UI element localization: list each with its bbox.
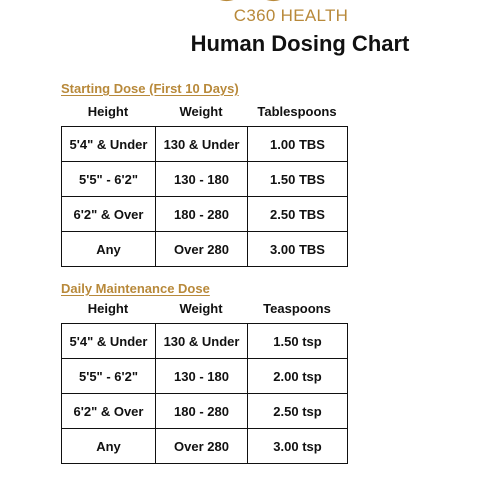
table-cell: 5'5" - 6'2"	[62, 162, 156, 197]
table-cell: 1.00 TBS	[248, 127, 348, 162]
table-cell: 180 - 280	[156, 394, 248, 429]
table-cell: Any	[62, 429, 156, 464]
table-cell: 6'2" & Over	[62, 197, 156, 232]
table-cell: 130 - 180	[156, 359, 248, 394]
maintenance-col-weight: Weight	[179, 301, 223, 316]
table-row	[62, 232, 348, 267]
starting-dose-title: Starting Dose (First 10 Days)	[61, 81, 239, 96]
table-row	[62, 162, 348, 197]
table-row	[62, 127, 348, 162]
table-cell: 2.00 tsp	[248, 359, 348, 394]
table-row	[62, 324, 348, 359]
table-cell: 130 & Under	[156, 127, 248, 162]
table-cell: 130 & Under	[156, 324, 248, 359]
maintenance-col-teaspoons: Teaspoons	[263, 301, 331, 316]
starting-col-tablespoons: Tablespoons	[257, 104, 337, 119]
table-cell: Any	[62, 232, 156, 267]
table-row	[62, 359, 348, 394]
starting-col-height: Height	[87, 104, 129, 119]
table-cell: 3.00 TBS	[248, 232, 348, 267]
maintenance-dose-table	[61, 323, 348, 464]
table-cell: 180 - 280	[156, 197, 248, 232]
table-cell: 5'4" & Under	[62, 324, 156, 359]
table-cell: 1.50 tsp	[248, 324, 348, 359]
brand-name: C360 HEALTH	[233, 6, 349, 25]
table-cell: Over 280	[156, 429, 248, 464]
table-row	[62, 394, 348, 429]
table-cell: 3.00 tsp	[248, 429, 348, 464]
table-row	[62, 429, 348, 464]
table-cell: Over 280	[156, 232, 248, 267]
starting-col-weight: Weight	[179, 104, 223, 119]
table-cell: 6'2" & Over	[62, 394, 156, 429]
page-title: Human Dosing Chart	[190, 31, 410, 56]
table-cell: 2.50 TBS	[248, 197, 348, 232]
table-cell: 1.50 TBS	[248, 162, 348, 197]
maintenance-col-height: Height	[87, 301, 129, 316]
starting-dose-table	[61, 126, 348, 267]
table-row	[62, 197, 348, 232]
table-cell: 5'5" - 6'2"	[62, 359, 156, 394]
table-cell: 130 - 180	[156, 162, 248, 197]
maintenance-dose-title: Daily Maintenance Dose	[61, 281, 210, 296]
table-cell: 5'4" & Under	[62, 127, 156, 162]
table-cell: 2.50 tsp	[248, 394, 348, 429]
